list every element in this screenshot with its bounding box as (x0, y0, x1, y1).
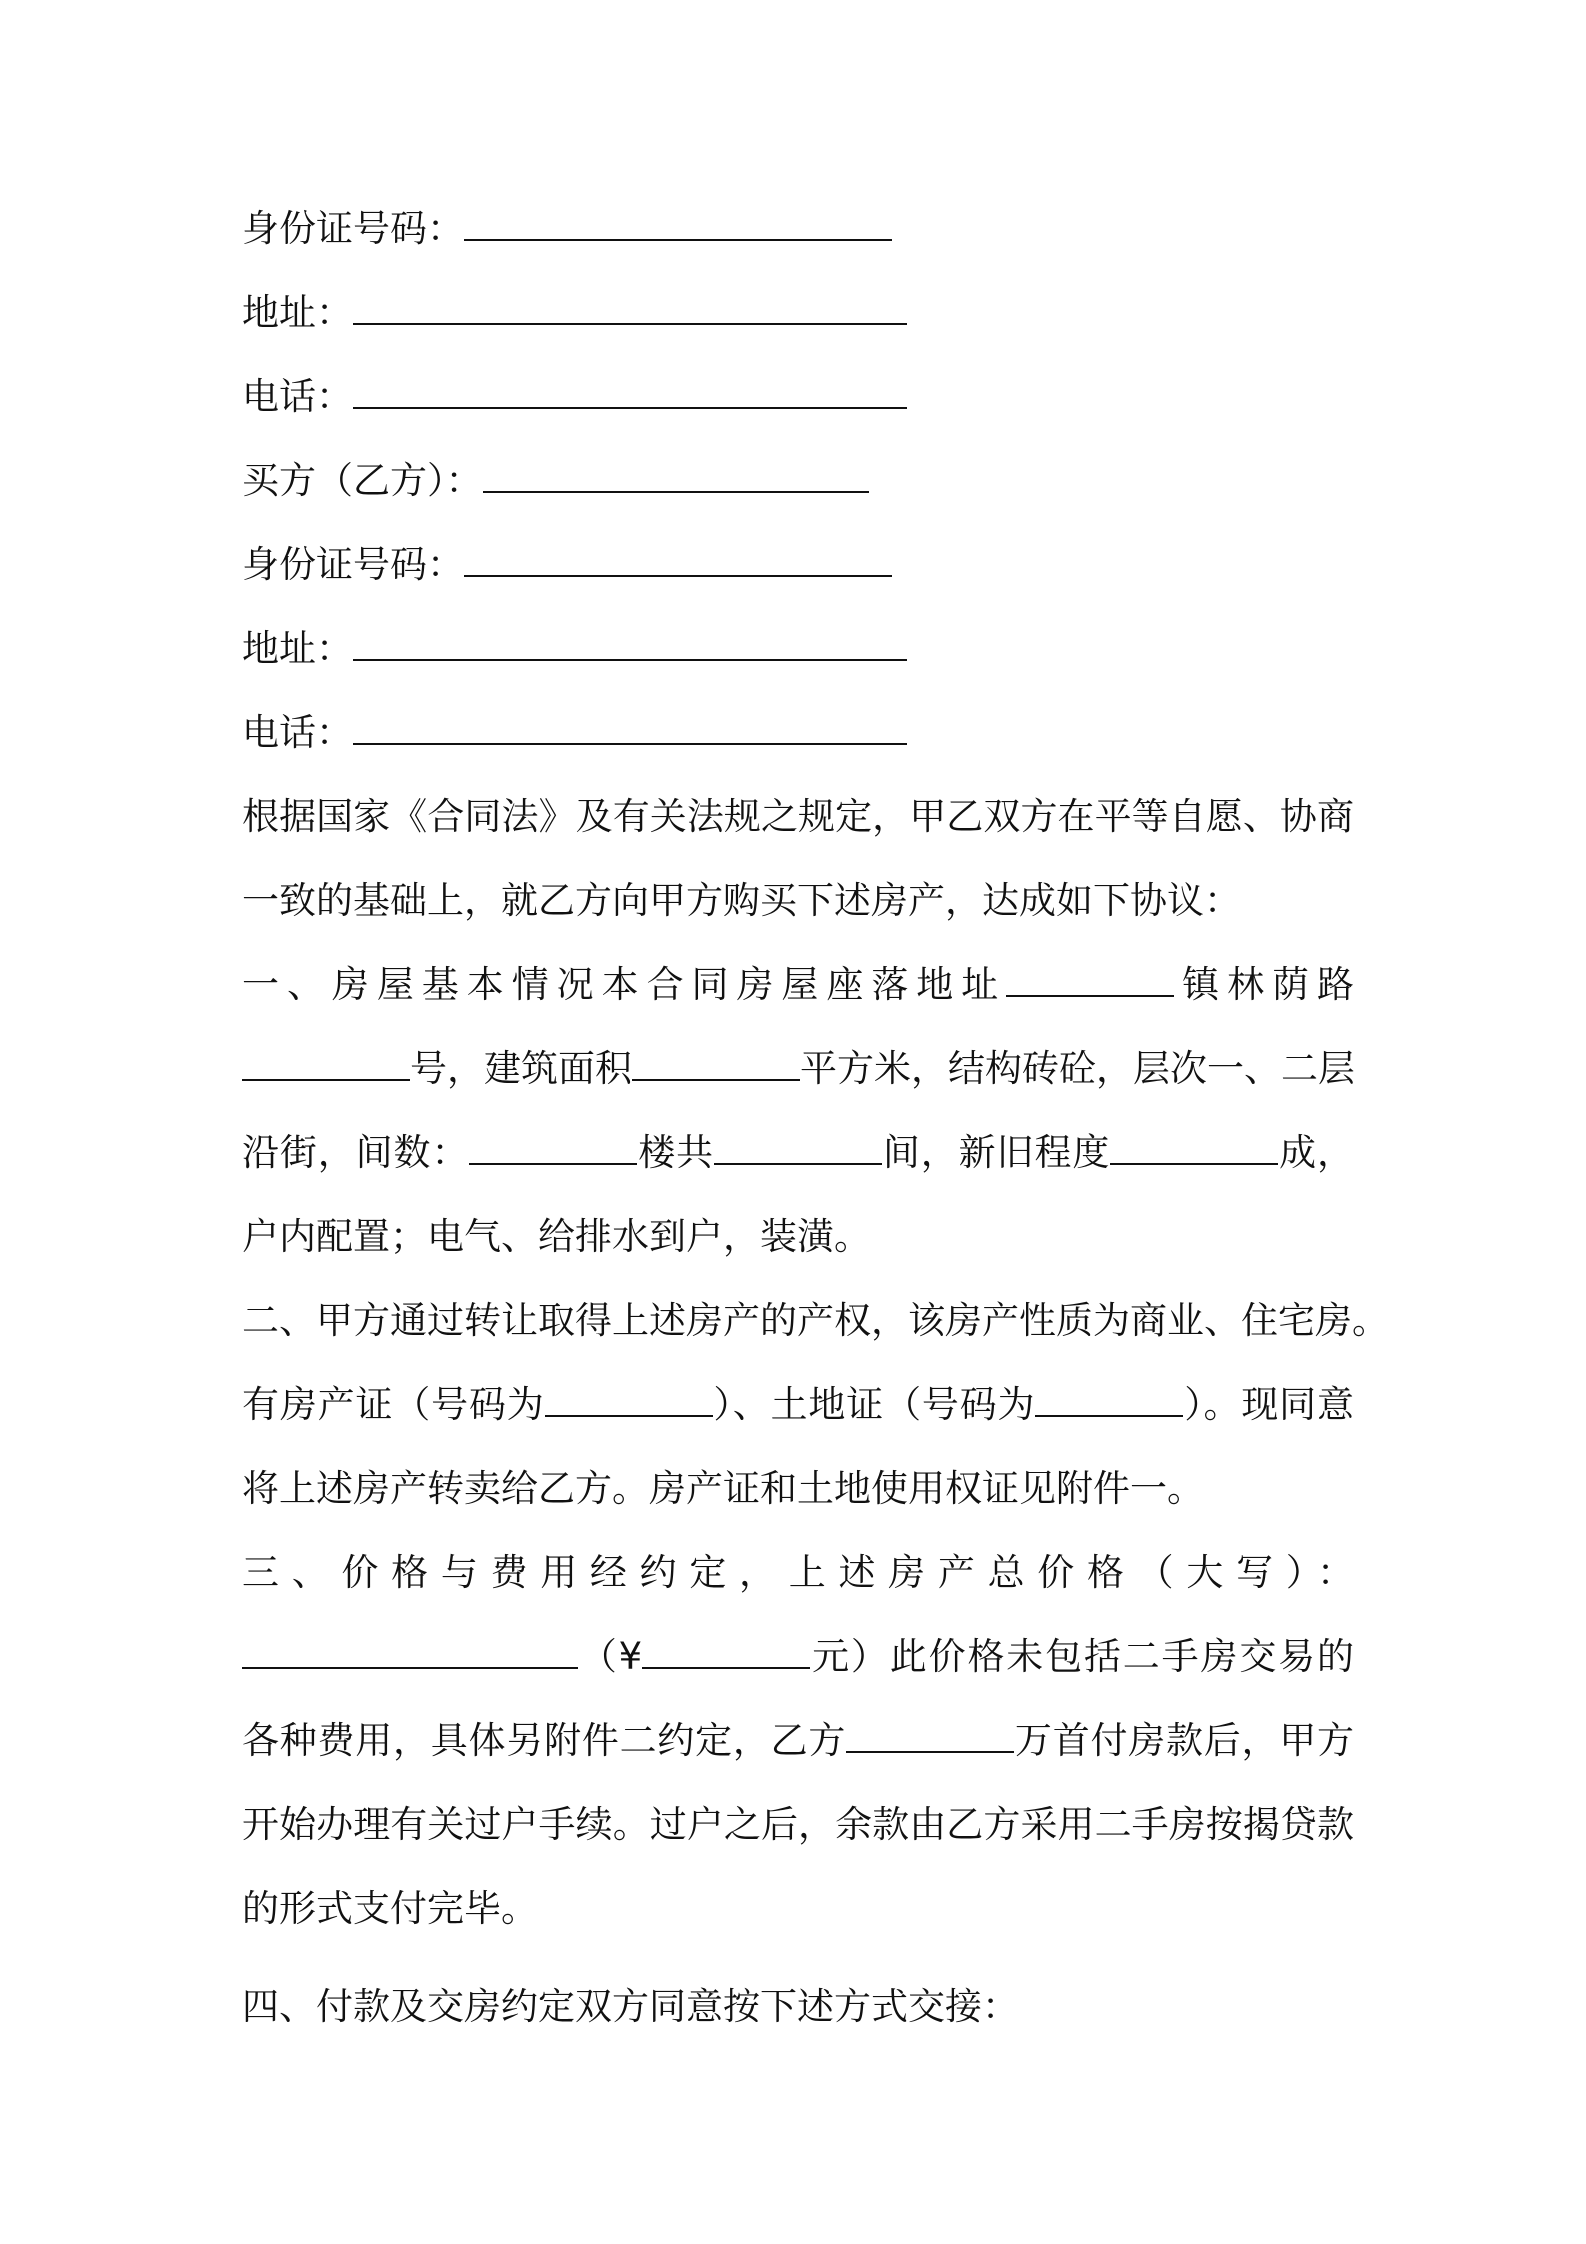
clause1-line-2 (242, 1045, 1354, 1093)
preamble-line-2: 一致的基础上，就乙方向甲方购买下述房产，达成如下协议： (242, 879, 1241, 922)
clause2-text-b: ）、土地证（号码为 (712, 1383, 1036, 1426)
buyer-phone-label: 电话： (242, 711, 353, 754)
buyer-address-line (242, 625, 907, 673)
clause3-text-c: 各种费用，具体另附件二约定，乙方 (242, 1719, 847, 1762)
seller-id-blank[interactable] (464, 205, 892, 241)
clause2-line-2 (242, 1381, 1354, 1429)
clause1-line-1 (242, 961, 1354, 1009)
clause1-text-f: 楼共 (637, 1131, 715, 1174)
clause1-text-b: 镇林荫路 (1174, 963, 1355, 1006)
land-cert-blank[interactable] (1035, 1381, 1183, 1417)
buyer-party-line (242, 457, 869, 505)
clause3-text-b: 元）此价格未包括二手房交易的 (810, 1635, 1355, 1678)
clause1-text-e: 沿街，间数： (242, 1131, 470, 1174)
buyer-party-label: 买方（乙方）： (242, 459, 483, 502)
buyer-phone-line (242, 709, 907, 757)
clause3-text-d: 万首付房款后，甲方 (1014, 1719, 1355, 1762)
condition-blank[interactable] (1110, 1129, 1278, 1165)
area-blank[interactable] (632, 1045, 800, 1081)
buyer-phone-blank[interactable] (353, 709, 907, 745)
clause1-text-g: 间，新旧程度 (882, 1131, 1111, 1174)
clause1-text-d: 平方米，结构砖砼，层次一、二层 (800, 1047, 1355, 1090)
seller-phone-label: 电话： (242, 375, 353, 418)
property-cert-blank[interactable] (545, 1381, 713, 1417)
building-blank[interactable] (469, 1129, 637, 1165)
clause1-text-h: 成， (1278, 1131, 1355, 1174)
seller-address-label: 地址： (242, 291, 353, 334)
clause3-line-1: 三、价格与费用经约定，上述房产总价格（大写）： (242, 1551, 1354, 1594)
clause2-text-c: ）。现同意 (1183, 1383, 1355, 1426)
clause2-line-1: 二、甲方通过转让取得上述房产的产权，该房产性质为商业、住宅房。 (242, 1299, 1389, 1342)
room-count-blank[interactable] (714, 1129, 882, 1165)
clause3-line-2 (242, 1633, 1354, 1681)
buyer-id-label: 身份证号码： (242, 543, 464, 586)
town-blank[interactable] (1006, 961, 1174, 997)
clause3-line-3 (242, 1717, 1354, 1765)
seller-id-line (242, 205, 892, 253)
clause3-line-5: 的形式支付完毕。 (242, 1887, 538, 1930)
buyer-address-label: 地址： (242, 627, 353, 670)
seller-id-label: 身份证号码： (242, 207, 464, 250)
seller-phone-blank[interactable] (353, 373, 907, 409)
clause1-line-4: 户内配置；电气、给排水到户，装潢。 (242, 1215, 871, 1258)
clause3-line-4: 开始办理有关过户手续。过户之后，余款由乙方采用二手房按揭贷款 (242, 1803, 1354, 1846)
preamble-line-1: 根据国家《合同法》及有关法规之规定，甲乙双方在平等自愿、协商 (242, 795, 1354, 838)
clause3-text-a: （¥ (578, 1635, 643, 1678)
buyer-id-line (242, 541, 892, 589)
price-words-blank[interactable] (242, 1633, 578, 1669)
contract-page (242, 0, 1389, 2244)
clause1-line-3 (242, 1129, 1354, 1177)
price-number-blank[interactable] (642, 1633, 810, 1669)
clause2-text-a: 有房产证（号码为 (242, 1383, 545, 1426)
buyer-address-blank[interactable] (353, 625, 907, 661)
clause1-text-c: 号，建筑面积 (410, 1047, 632, 1090)
clause2-line-3: 将上述房产转卖给乙方。房产证和土地使用权证见附件一。 (242, 1467, 1204, 1510)
buyer-id-blank[interactable] (464, 541, 892, 577)
house-number-blank[interactable] (242, 1045, 410, 1081)
clause1-text-a: 一、房屋基本情况本合同房屋座落地址 (242, 963, 1007, 1006)
down-payment-blank[interactable] (846, 1717, 1014, 1753)
seller-address-blank[interactable] (353, 289, 907, 325)
buyer-name-blank[interactable] (483, 457, 869, 493)
clause4-line-1: 四、付款及交房约定双方同意按下述方式交接： (242, 1985, 1019, 2028)
seller-phone-line (242, 373, 907, 421)
seller-address-line (242, 289, 907, 337)
